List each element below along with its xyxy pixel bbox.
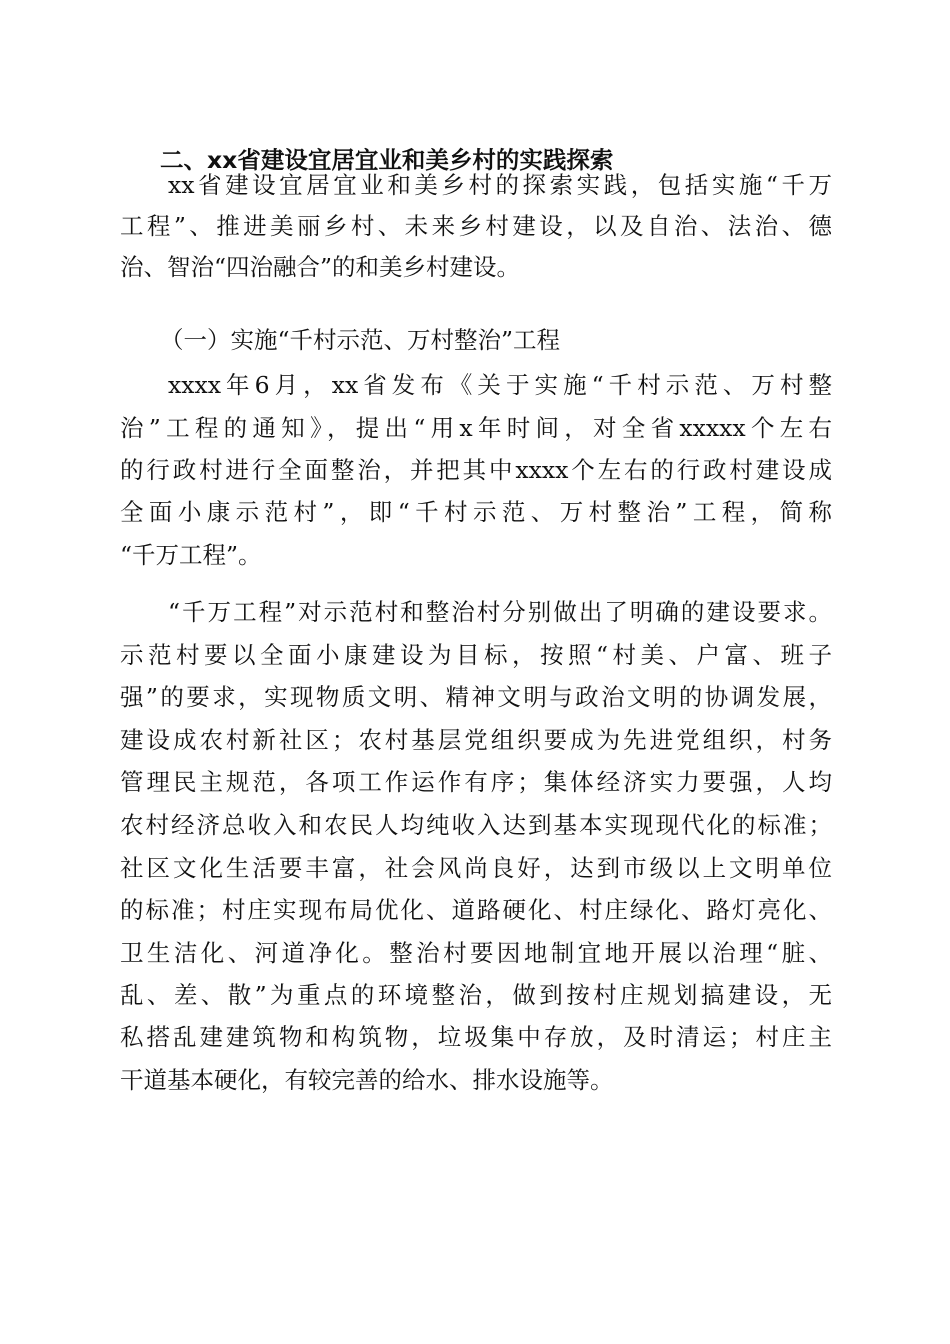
paragraph-line: 工程”、推进美丽乡村、未来乡村建设，以及自治、法治、德 [120, 212, 832, 240]
paragraph-line: 私搭乱建建筑物和构筑物，垃圾集中存放，及时清运；村庄主 [120, 1023, 832, 1051]
paragraph-line: 农村经济总收入和农民人均纯收入达到基本实现现代化的标准； [120, 811, 832, 839]
paragraph-line: 卫生洁化、河道净化。整治村要因地制宜地开展以治理“脏、 [120, 939, 832, 967]
paragraph-line: 社区文化生活要丰富，社会风尚良好，达到市级以上文明单位 [120, 854, 832, 882]
paragraph-line: 乱、差、散”为重点的环境整治，做到按村庄规划搞建设，无 [120, 981, 832, 1009]
paragraph-line: 的标准；村庄实现布局优化、道路硬化、村庄绿化、路灯亮化、 [120, 896, 832, 924]
paragraph-line: 示范村要以全面小康建设为目标，按照“村美、户富、班子 [120, 641, 832, 669]
paragraph-line: 管理民主规范，各项工作运作有序；集体经济实力要强，人均 [120, 768, 832, 796]
paragraph-line: 干道基本硬化，有较完善的给水、排水设施等。 [120, 1066, 614, 1094]
paragraph-line: 的行政村进行全面整治，并把其中xxxx个左右的行政村建设成 [120, 456, 832, 484]
paragraph-line: xx省建设宜居宜业和美乡村的探索实践，包括实施“千万 [168, 171, 832, 199]
section-heading: 二、xx省建设宜居宜业和美乡村的实践探索 [160, 146, 614, 174]
paragraph-line: 全面小康示范村”，即“千村示范、万村整治”工程，简称 [120, 498, 832, 526]
paragraph-line: 强”的要求，实现物质文明、精神文明与政治文明的协调发展， [120, 683, 832, 711]
paragraph-line: “千万工程”。 [120, 541, 262, 569]
paragraph-line: 治”工程的通知》，提出“用x年时间，对全省xxxxx个左右 [120, 414, 832, 442]
subsection-heading: （一）实施“千村示范、万村整治”工程 [160, 326, 561, 354]
paragraph-line: 建设成农村新社区；农村基层党组织要成为先进党组织，村务 [120, 726, 832, 754]
paragraph-line: “千万工程”对示范村和整治村分别做出了明确的建设要求。 [168, 598, 832, 626]
paragraph-line: xxxx年6月，xx省发布《关于实施“千村示范、万村整 [168, 371, 832, 399]
paragraph-line: 治、智治“四治融合”的和美乡村建设。 [120, 253, 521, 281]
